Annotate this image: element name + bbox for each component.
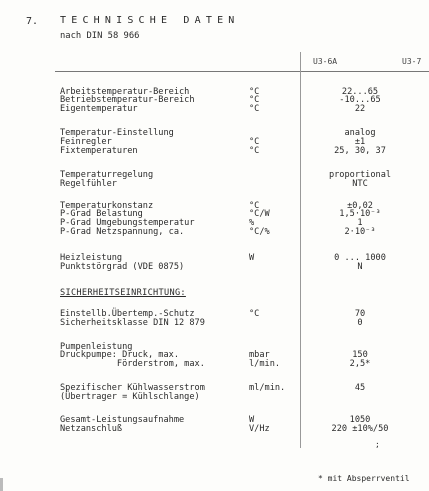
spec-value: proportional bbox=[328, 170, 392, 180]
spec-label: Temperatur-Einstellung bbox=[60, 128, 174, 138]
spec-unit: °C bbox=[249, 95, 260, 105]
spec-label: Förderstrom, max. bbox=[60, 359, 205, 369]
section-subtitle: nach DIN 58 966 bbox=[60, 31, 140, 41]
spec-unit: °C bbox=[249, 146, 260, 156]
spec-value: 1 bbox=[357, 218, 363, 228]
spec-label: Sicherheitsklasse DIN 12 879 bbox=[60, 318, 205, 328]
spec-unit: % bbox=[249, 218, 255, 228]
spec-value: NTC bbox=[352, 179, 368, 189]
spec-label: Arbeitstemperatur-Bereich bbox=[60, 87, 190, 97]
table-header-rule bbox=[55, 71, 429, 72]
spec-value: 25, 30, 37 bbox=[334, 146, 386, 156]
spec-value: analog bbox=[344, 128, 376, 138]
spec-unit: W bbox=[249, 253, 255, 263]
column-header-u3-7: U3-7 bbox=[402, 57, 422, 66]
spec-unit: °C bbox=[249, 309, 260, 319]
spec-label: Temperaturregelung bbox=[60, 170, 154, 180]
spec-value: 0 bbox=[357, 318, 363, 328]
spec-label: Fixtemperaturen bbox=[60, 146, 138, 156]
spec-label: Netzanschluß bbox=[60, 424, 123, 434]
spec-unit: l/min. bbox=[249, 359, 281, 369]
spec-value: ±0,02 bbox=[347, 201, 373, 211]
spec-value: 150 bbox=[352, 350, 368, 360]
spec-unit: V/Hz bbox=[249, 424, 270, 434]
spec-label: Gesamt-Leistungsaufnahme bbox=[60, 415, 185, 425]
spec-value: 220 ±10%/50 bbox=[331, 424, 389, 434]
spec-unit: mbar bbox=[249, 350, 270, 360]
spec-value: 22...65 bbox=[341, 87, 379, 97]
spec-label: Heizleistung bbox=[60, 253, 123, 263]
spec-unit: W bbox=[249, 415, 255, 425]
spec-label: Druckpumpe: Druck, max. bbox=[60, 350, 179, 360]
scan-mark: ; bbox=[375, 440, 380, 449]
spec-value: 70 bbox=[354, 309, 366, 319]
spec-unit: °C/W bbox=[249, 209, 270, 219]
spec-label: P-Grad Umgebungstemperatur bbox=[60, 218, 195, 228]
spec-value: 0 ... 1000 bbox=[334, 253, 386, 263]
spec-unit: °C bbox=[249, 104, 260, 114]
spec-value: 2,5* bbox=[349, 359, 371, 369]
spec-label: P-Grad Belastung bbox=[60, 209, 143, 219]
spec-label: Punktstörgrad (VDE 0875) bbox=[60, 262, 185, 272]
spec-label: (Übertrager = Kühlschlange) bbox=[60, 392, 200, 402]
spec-unit: °C/% bbox=[249, 227, 270, 237]
spec-value: ±1 bbox=[354, 137, 366, 147]
spec-label: P-Grad Netzspannung, ca. bbox=[60, 227, 185, 237]
section-title: TECHNISCHE DATEN bbox=[60, 15, 240, 26]
spec-label: Temperaturkonstanz bbox=[60, 201, 154, 211]
spec-value: 2·10⁻³ bbox=[344, 227, 376, 237]
spec-unit: ml/min. bbox=[249, 383, 286, 393]
column-header-u3-6a: U3-6A bbox=[313, 57, 338, 66]
section-number: 7. bbox=[26, 16, 39, 27]
spec-label: Betriebstemperatur-Bereich bbox=[60, 95, 195, 105]
spec-value: 45 bbox=[354, 383, 366, 393]
spec-value: 1,5·10⁻³ bbox=[339, 209, 381, 219]
spec-unit: °C bbox=[249, 87, 260, 97]
spec-label: Feinregler bbox=[60, 137, 112, 147]
spec-value: 22 bbox=[354, 104, 366, 114]
spec-label: Einstellb.Übertemp.-Schutz bbox=[60, 309, 195, 319]
spec-label: Spezifischer Kühlwasserstrom bbox=[60, 383, 205, 393]
footnote: * mit Absperrventil bbox=[318, 474, 410, 483]
section-heading-safety: SICHERHEITSEINRICHTUNG: bbox=[60, 288, 186, 298]
spec-label: Pumpenleistung bbox=[60, 342, 133, 352]
spec-unit: °C bbox=[249, 201, 260, 211]
spec-value: N bbox=[357, 262, 363, 272]
spec-label: Eigentemperatur bbox=[60, 104, 138, 114]
spec-value: 1050 bbox=[349, 415, 371, 425]
spec-label: Regelfühler bbox=[60, 179, 117, 189]
spec-unit: °C bbox=[249, 137, 260, 147]
spec-value: -10...65 bbox=[339, 95, 381, 105]
page-edge-mark bbox=[0, 478, 3, 491]
